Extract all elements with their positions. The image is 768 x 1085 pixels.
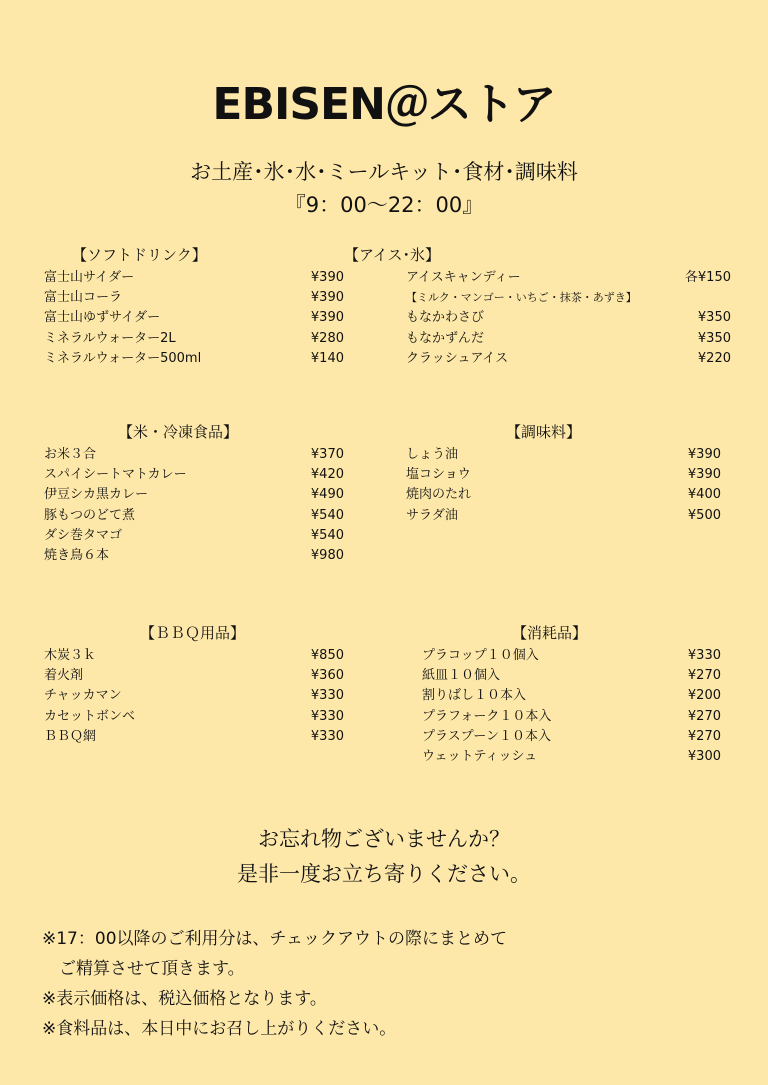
item-price: ¥500 — [687, 507, 721, 523]
item-name: ウェットティッシュ — [422, 748, 538, 764]
item-price: ¥200 — [687, 688, 721, 704]
item-price: ¥540 — [310, 507, 344, 523]
item-name: 紙皿１０個入 — [422, 668, 501, 684]
item-name: 焼き鳥６本 — [44, 547, 110, 563]
menu-item — [44, 329, 344, 349]
item-price: ¥980 — [310, 547, 344, 563]
item-name: 割りばし１０本入 — [422, 688, 527, 704]
item-name: ミネラルウォーター2L — [44, 330, 176, 346]
menu-item — [44, 707, 344, 727]
reminder-line-2: 是非一度お立ち寄りください。 — [237, 862, 531, 886]
note-line: ※表示価格は、税込価格となります。 — [42, 989, 327, 1009]
section-header: 【米・冷凍食品】 — [118, 423, 239, 441]
section-header: 【消耗品】 — [512, 624, 588, 642]
menu-item — [44, 686, 344, 706]
store-subtitle: お土産･氷･水･ミールキット･食材･調味料 — [190, 160, 578, 184]
item-price: 各¥150 — [684, 270, 731, 285]
note-line: ※食料品は、本日中にお召し上がりください。 — [42, 1019, 397, 1039]
section-consumables — [422, 622, 721, 767]
menu-item — [406, 308, 731, 328]
section-header: 【アイス･氷】 — [344, 246, 441, 264]
item-price: ¥400 — [687, 487, 721, 503]
menu-item — [406, 485, 721, 505]
menu-item — [406, 506, 721, 526]
item-name: お米３合 — [44, 447, 97, 462]
section-bbq — [44, 622, 344, 747]
item-price: ¥360 — [310, 668, 344, 684]
menu-item — [422, 666, 721, 686]
item-price: ¥330 — [310, 708, 344, 724]
item-price: ¥270 — [687, 668, 721, 684]
menu-item — [422, 686, 721, 706]
item-price: ¥140 — [310, 350, 344, 366]
menu-item — [44, 727, 344, 747]
item-price: ¥390 — [687, 467, 721, 483]
item-price: ¥270 — [687, 728, 721, 744]
item-price: ¥330 — [687, 648, 721, 663]
menu-item — [406, 445, 721, 465]
item-name: クラッシュアイス — [406, 350, 509, 366]
menu-item — [422, 727, 721, 747]
item-price: ¥270 — [687, 708, 721, 724]
section-header: 【調味料】 — [506, 423, 582, 441]
section-header: 【ＢＢＱ用品】 — [140, 624, 246, 642]
notes-block — [42, 924, 742, 1044]
menu-item — [44, 646, 344, 666]
item-flavors-note: 【ミルク・マンゴー・いちご・抹茶・あずき】 — [406, 291, 637, 305]
item-price: ¥420 — [310, 467, 344, 483]
item-name: もなかずんだ — [406, 330, 485, 346]
item-name: カセットボンベ — [44, 708, 136, 724]
item-name: もなかわさび — [406, 310, 485, 326]
menu-item — [44, 465, 344, 485]
section-seasonings — [406, 421, 721, 526]
item-name: 伊豆シカ黒カレー — [44, 487, 149, 503]
item-name: スパイシートマトカレー — [44, 467, 187, 483]
menu-item — [422, 646, 721, 666]
store-title: EBISEN＠ストア — [212, 79, 556, 130]
item-name: 富士山コーラ — [44, 290, 123, 306]
menu-item — [44, 268, 344, 288]
item-name: プラフォーク１０本入 — [422, 708, 552, 724]
item-price: ¥390 — [687, 447, 721, 462]
item-price: ¥390 — [310, 290, 344, 306]
note-line: ※17：00以降のご利用分は、チェックアウトの際にまとめて — [42, 929, 507, 949]
item-price: ¥350 — [697, 310, 731, 326]
reminder-line-1: お忘れ物ございませんか？ — [258, 827, 510, 851]
item-name: しょう油 — [406, 447, 459, 462]
section-soft-drinks — [44, 244, 344, 369]
item-name: サラダ油 — [406, 507, 458, 523]
item-name: 富士山ゆずサイダー — [44, 310, 161, 326]
item-name: ダシ巻タマゴ — [44, 527, 123, 543]
menu-item — [422, 747, 721, 767]
menu-item — [406, 329, 731, 349]
menu-item-note — [406, 288, 731, 308]
menu-item — [44, 546, 344, 566]
item-price: ¥350 — [697, 330, 731, 346]
item-price: ¥540 — [310, 527, 344, 543]
item-name: ミネラルウォーター500ml — [44, 350, 202, 366]
menu-item — [44, 288, 344, 308]
menu-item — [44, 666, 344, 686]
item-name: 着火剤 — [44, 668, 84, 684]
item-name: 豚もつのどて煮 — [44, 507, 136, 523]
item-name: 木炭３ｋ — [44, 648, 97, 663]
item-price: ¥850 — [310, 648, 344, 663]
item-price: ¥390 — [310, 270, 344, 285]
menu-item — [422, 707, 721, 727]
item-name: ＢＢＱ網 — [44, 728, 97, 744]
item-name: チャッカマン — [44, 688, 122, 704]
item-name: 焼肉のたれ — [406, 487, 472, 503]
item-name: アイスキャンディー — [406, 270, 521, 285]
item-price: ¥280 — [310, 330, 344, 346]
section-ice — [344, 244, 731, 369]
menu-item — [44, 308, 344, 328]
note-line: ご精算させて頂きます。 — [42, 959, 245, 979]
section-rice-frozen — [44, 421, 344, 566]
menu-item — [44, 349, 344, 369]
menu-item — [406, 268, 731, 288]
item-price: ¥300 — [687, 748, 721, 764]
item-price: ¥490 — [310, 487, 344, 503]
item-price: ¥370 — [310, 447, 344, 462]
item-name: 富士山サイダー — [44, 270, 135, 285]
section-header: 【ソフトドリンク】 — [72, 246, 207, 264]
menu-item — [406, 465, 721, 485]
item-price: ¥330 — [310, 688, 344, 704]
item-name: 塩コショウ — [406, 467, 471, 483]
menu-item — [44, 506, 344, 526]
store-hours: 『9：00～22：00』 — [284, 193, 484, 217]
item-price: ¥390 — [310, 310, 344, 326]
menu-item — [44, 445, 344, 465]
item-price: ¥220 — [697, 350, 731, 366]
menu-item — [406, 349, 731, 369]
item-name: プラスプーン１０本入 — [422, 728, 551, 744]
menu-item — [44, 526, 344, 546]
item-name: プラコップ１０個入 — [422, 648, 539, 663]
item-price: ¥330 — [310, 728, 344, 744]
menu-item — [44, 485, 344, 505]
